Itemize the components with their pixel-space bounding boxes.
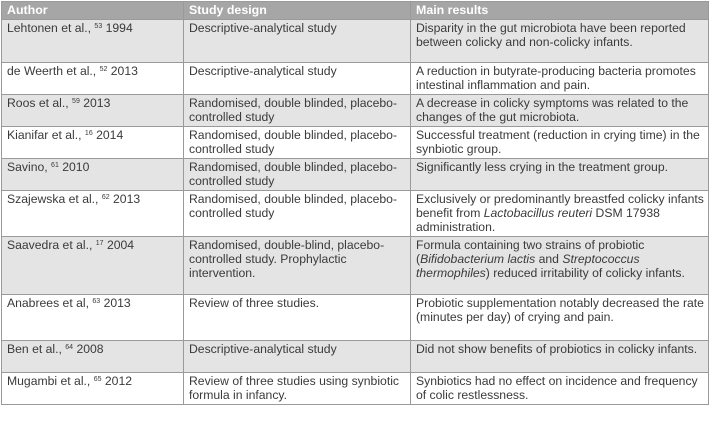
result-text: Significantly less crying in the treatment group. [416,160,668,174]
result-text: Did not show benefits of probiotics in colicky infants. [416,342,698,356]
study-design-cell: Review of three studies. [184,295,411,341]
author-name: Saavedra et al., [7,238,93,252]
result-text: Probiotic supplementation notably decreased the rate (minutes per day) of crying and pain. [416,296,704,324]
main-results-cell [411,159,709,191]
study-design-cell: Randomised, double-blind, placebo-controlled study. Prophylactic intervention. [184,237,411,295]
publication-year: 2013 [103,296,131,310]
author-cell [2,237,184,295]
result-text: Exclusively or predominantly breastfed colicky infants benefit from [416,192,704,220]
table-row [2,341,709,373]
author-cell [2,191,184,237]
result-text: A reduction in butyrate-producing bacteria promotes intestinal inflammation and pain. [416,64,696,92]
table-row [2,63,709,95]
result-text: Successful treatment (reduction in crying time) in the synbiotic group. [416,128,700,156]
author-name: Lehtonen et al., [7,21,92,35]
reference-number: 53 [94,23,103,30]
main-results-cell [411,63,709,95]
header-author: Author [2,2,184,20]
table-header-row [2,2,709,20]
author-cell [2,159,184,191]
table-row [2,127,709,159]
author-cell [2,95,184,127]
table-row [2,295,709,341]
publication-year: 2014 [96,128,124,142]
reference-number: 62 [101,194,110,201]
table-row [2,20,709,63]
publication-year: 2013 [113,192,141,206]
result-text: A decrease in colicky symptoms was related to the changes of the gut microbiota. [416,96,689,124]
reference-number: 16 [84,130,93,137]
study-design-cell: Descriptive-analytical study [184,341,411,373]
result-text: Disparity in the gut microbiota have been reported between colicky and non-colicky infants. [416,21,686,49]
reference-number: 59 [72,98,80,105]
author-cell [2,341,184,373]
reference-number: 63 [92,298,101,305]
publication-year: 2010 [62,160,90,174]
publication-year: 1994 [105,21,133,35]
main-results-cell [411,191,709,237]
species-name: Bifidobacterium lactis [420,252,536,266]
main-results-cell [411,127,709,159]
header-study-design: Study design [184,2,411,20]
reference-number: 17 [95,240,104,247]
author-cell [2,63,184,95]
author-cell [2,373,184,405]
reference-number: 64 [65,344,74,351]
author-cell [2,20,184,63]
author-name: Szajewska et al., [7,192,99,206]
author-cell [2,127,184,159]
author-name: Savino, [7,160,48,174]
author-name: Ben et al., [7,342,62,356]
reference-number: 65 [93,376,102,383]
study-design-cell: Descriptive-analytical study [184,20,411,63]
publication-year: 2012 [104,374,133,388]
main-results-cell [411,295,709,341]
table-row [2,373,709,405]
study-design-cell: Review of three studies using synbiotic formula in infancy. [184,373,411,405]
main-results-cell [411,341,709,373]
table-row [2,95,709,127]
author-name: Kianifar et al., [7,128,82,142]
publication-year: 2013 [110,64,138,78]
table-row [2,159,709,191]
table-row [2,237,709,295]
author-name: Roos et al., [7,96,69,110]
author-cell [2,295,184,341]
result-text: Synbiotics had no effect on incidence and frequency of colic restlessness. [416,374,698,402]
main-results-cell [411,373,709,405]
study-design-cell: Descriptive-analytical study [184,63,411,95]
result-text: and [535,252,563,266]
species-name: Lactobacillus reuteri [483,206,593,220]
result-text: Formula containing two strains of probiotic ( [416,238,645,266]
author-name: Anabrees et al, [7,296,89,310]
reference-number: 61 [51,162,59,169]
author-name: Mugambi et al., [7,374,91,388]
header-main-results: Main results [411,2,709,20]
author-name: de Weerth et al., [7,64,97,78]
result-text: ) reduced irritability of colicky infants. [485,266,685,280]
study-design-cell: Randomised, double blinded, placebo-controlled study [184,95,411,127]
main-results-cell [411,95,709,127]
publication-year: 2004 [106,238,135,252]
table-body [2,20,709,405]
main-results-cell [411,237,709,295]
species-name: Streptococcus thermophiles [416,252,640,280]
reference-number: 52 [99,66,108,73]
study-design-cell: Randomised, double blinded, placebo-controlled study [184,191,411,237]
table-row [2,191,709,237]
main-results-cell [411,20,709,63]
studies-table [1,1,709,405]
publication-year: 2013 [83,96,111,110]
study-design-cell: Randomised, double blinded, placebo-controlled study [184,159,411,191]
study-design-cell: Randomised, double blinded, placebo-controlled study [184,127,411,159]
publication-year: 2008 [76,342,104,356]
result-text: DSM 17938 administration. [416,206,660,234]
